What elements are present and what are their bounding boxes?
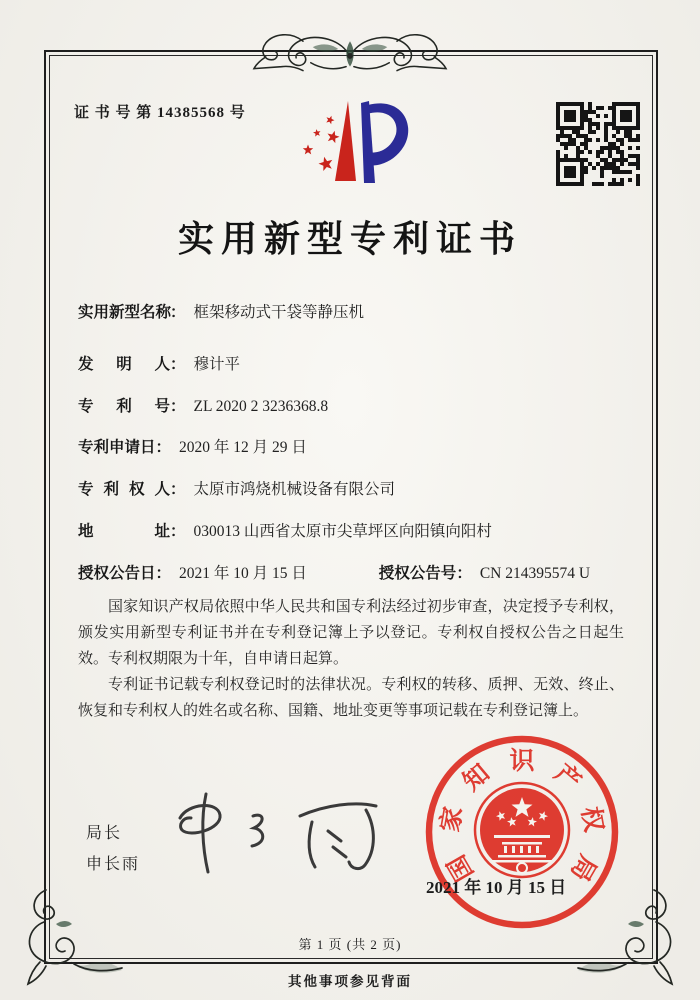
cnipa-logo-icon — [262, 93, 422, 193]
field-patentee: 专利权人： 太原市鸿烧机械设备有限公司 — [78, 477, 395, 499]
field-label: 授权公告日 — [78, 565, 156, 582]
qr-code — [556, 102, 640, 186]
official-seal — [422, 732, 622, 932]
signature-image — [150, 788, 412, 876]
field-label: 专利申请日 — [78, 439, 156, 456]
field-label: 专利号 — [78, 398, 170, 415]
certificate-number: 证 书 号 第 14385568 号 — [74, 105, 246, 121]
certificate-title: 实用新型专利证书 — [177, 219, 522, 259]
field-label: 地址 — [78, 523, 170, 540]
field-label: 实用新型名称 — [78, 304, 172, 321]
legal-paragraph: 国家知识产权局依照中华人民共和国专利法经过初步审查，决定授予专利权，颁发实用新型专利证书并在专利登记簿上予以登记。专利权自授权公告之日起生效。专利权期限为十年，自申请日起算。 — [78, 599, 624, 667]
field-label: 专利权人 — [78, 481, 170, 498]
legal-text — [78, 594, 624, 724]
seal-char: 家 — [436, 804, 468, 835]
seal-char: 局 — [564, 850, 601, 886]
field-value: 2020 年 12 月 29 日 — [179, 439, 307, 456]
field-grant-date: 授权公告日： 2021 年 10 月 15 日 — [78, 565, 307, 582]
field-label: 授权公告号 — [378, 565, 457, 582]
seal-char: 权 — [576, 804, 608, 835]
seal-char: 知 — [458, 759, 495, 797]
field-value: 太原市鸿烧机械设备有限公司 — [193, 481, 396, 498]
field-value: ZL 2020 2 3236368.8 — [193, 398, 329, 415]
field-grant-number: 授权公告号： CN 214395574 U — [378, 565, 591, 582]
officer-title: 局长 — [86, 825, 123, 842]
field-value: 030013 山西省太原市尖草坪区向阳镇向阳村 — [193, 523, 492, 540]
seal-char: 国 — [443, 850, 480, 886]
field-address: 地址： 030013 山西省太原市尖草坪区向阳镇向阳村 — [78, 519, 492, 541]
field-inventor: 发明人： 穆计平 — [78, 352, 240, 374]
seal-char: 识 — [509, 748, 535, 775]
field-value: 2021 年 10 月 15 日 — [179, 565, 307, 582]
field-grant-row — [78, 561, 590, 583]
page-number: 第 1 页 (共 2 页) — [298, 937, 402, 952]
officer-name: 申长雨 — [86, 856, 141, 873]
field-value: CN 214395574 U — [479, 565, 591, 582]
field-filing-date: 专利申请日： 2020 年 12 月 29 日 — [78, 439, 307, 456]
back-side-note: 其他事项参见背面 — [288, 974, 412, 989]
seal-date: 2021 年 10 月 15 日 — [426, 878, 567, 897]
field-label: 发明人 — [78, 356, 170, 373]
field-patent-number: 专利号： ZL 2020 2 3236368.8 — [78, 394, 328, 416]
seal-char: 产 — [549, 759, 586, 797]
legal-paragraph: 专利证书记载专利权登记时的法律状况。专利权的转移、质押、无效、终止、恢复和专利权人的姓名或名称、国籍、地址变更等事项记载在专利登记簿上。 — [78, 677, 624, 719]
field-value: 框架移动式干袋等静压机 — [193, 304, 365, 321]
field-utility-model-name: 实用新型名称： 框架移动式干袋等静压机 — [78, 300, 364, 322]
field-value: 穆计平 — [193, 356, 241, 373]
